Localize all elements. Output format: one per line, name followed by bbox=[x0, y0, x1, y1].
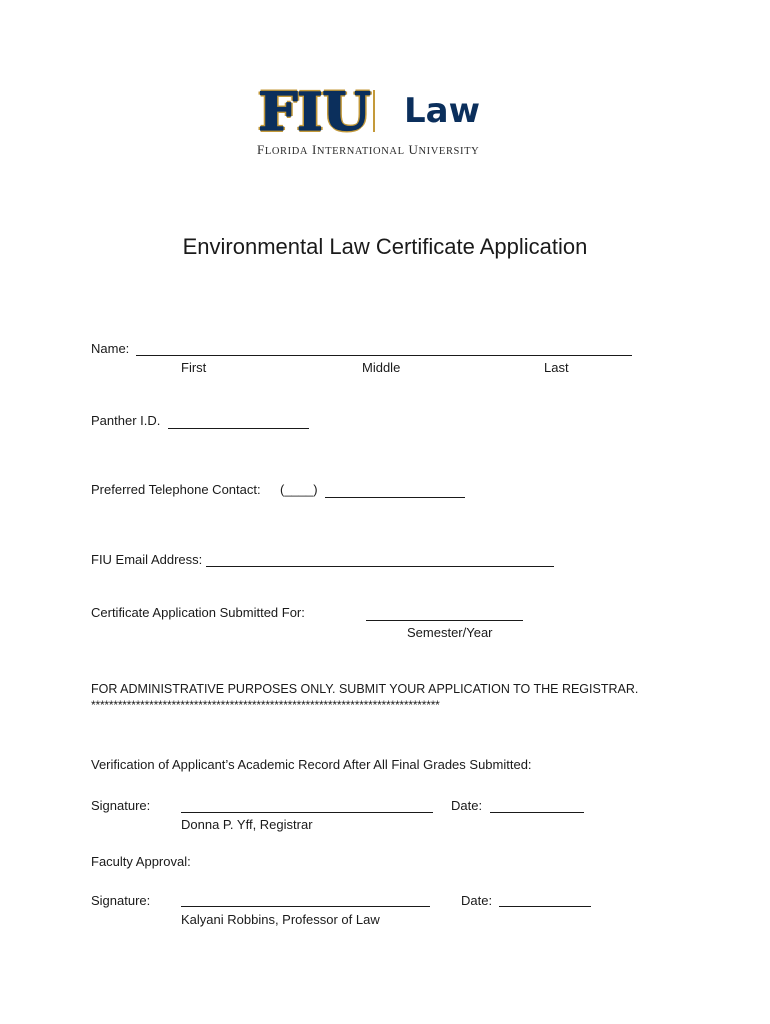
faculty-date-line[interactable] bbox=[499, 906, 591, 907]
fiu-logo-mark: FIU bbox=[258, 82, 370, 143]
name-middle-sublabel: Middle bbox=[362, 360, 401, 375]
verification-label: Verification of Applicant’s Academic Record After All Final Grades Submitted: bbox=[91, 757, 532, 772]
faculty-signature-line[interactable] bbox=[181, 906, 430, 907]
admin-notice: FOR ADMINISTRATIVE PURPOSES ONLY. SUBMIT YOUR APPLICATION TO THE REGISTRAR. bbox=[91, 682, 639, 696]
email-input-line[interactable] bbox=[206, 566, 554, 567]
name-label: Name: bbox=[91, 341, 130, 356]
registrar-date-line[interactable] bbox=[490, 812, 584, 813]
telephone-input-line[interactable] bbox=[325, 497, 465, 498]
university-name: FLORIDA INTERNATIONAL UNIVERSITY bbox=[257, 142, 480, 157]
certificate-term-label: Certificate Application Submitted For: bbox=[91, 605, 305, 620]
area-code-field[interactable]: (____) bbox=[280, 482, 318, 497]
faculty-signature-label: Signature: bbox=[91, 893, 151, 908]
faculty-approval-label: Faculty Approval: bbox=[91, 854, 191, 869]
faculty-date-label: Date: bbox=[461, 893, 493, 908]
email-label: FIU Email Address: bbox=[91, 552, 203, 567]
name-first-sublabel: First bbox=[181, 360, 207, 375]
registrar-date-label: Date: bbox=[451, 798, 483, 813]
registrar-signature-line[interactable] bbox=[181, 812, 433, 813]
faculty-name: Kalyani Robbins, Professor of Law bbox=[181, 912, 380, 927]
semester-year-sublabel: Semester/Year bbox=[407, 625, 493, 640]
page-title: Environmental Law Certificate Application bbox=[182, 234, 588, 259]
logo-divider bbox=[373, 90, 375, 132]
registrar-name: Donna P. Yff, Registrar bbox=[181, 817, 313, 832]
telephone-label: Preferred Telephone Contact: bbox=[91, 482, 261, 497]
name-input-line[interactable] bbox=[136, 355, 632, 356]
name-last-sublabel: Last bbox=[544, 360, 569, 375]
panther-id-input-line[interactable] bbox=[168, 428, 309, 429]
separator-stars: ****************************************************************************** bbox=[91, 698, 440, 712]
registrar-signature-label: Signature: bbox=[91, 798, 151, 813]
panther-id-label: Panther I.D. bbox=[91, 413, 161, 428]
logo-law-text: Law bbox=[404, 91, 481, 131]
semester-year-input-line[interactable] bbox=[366, 620, 523, 621]
